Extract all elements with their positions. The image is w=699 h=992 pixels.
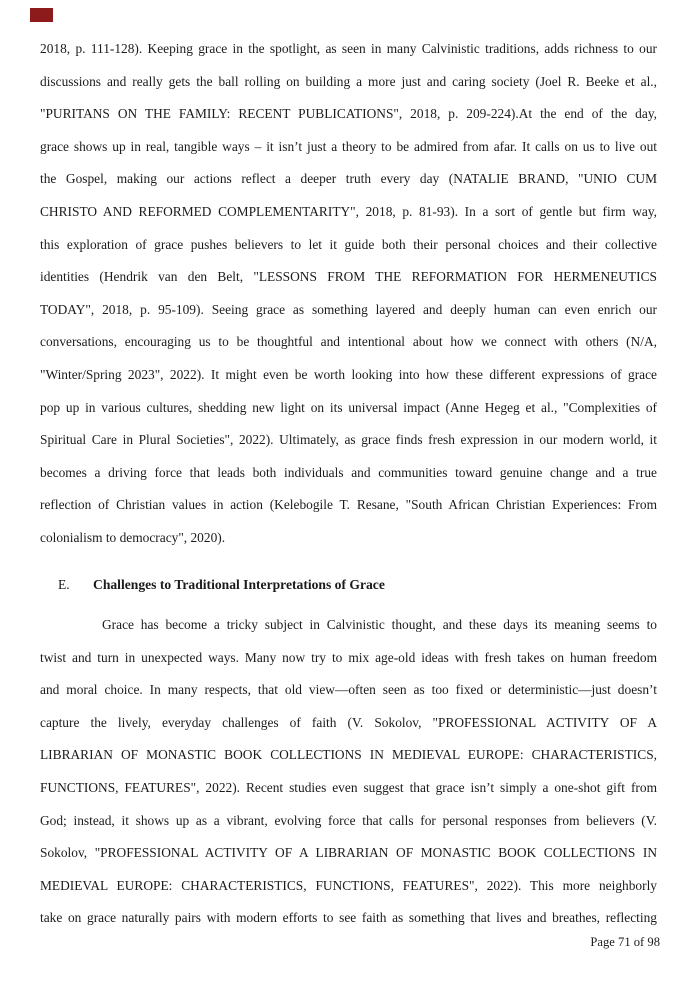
- page-number: Page 71 of 98: [590, 935, 660, 949]
- text-line: this exploration of grace pushes believers to let it guide both their personal choices and their collective: [40, 236, 657, 252]
- corner-marker: [30, 8, 53, 22]
- text-line: and moral choice. In many respects, that old view—often seen as too fixed or deterministic—just doesn’t: [40, 682, 657, 698]
- section-heading: [40, 569, 657, 602]
- text-line: LIBRARIAN OF MONASTIC BOOK COLLECTIONS IN MEDIEVAL EUROPE: CHARACTERISTICS,: [40, 747, 657, 763]
- text-line: Spiritual Care in Plural Societies", 2022). Ultimately, as grace finds fresh expression in our modern world, it: [40, 432, 657, 448]
- text-line: grace shows up in real, tangible ways – it isn’t just a theory to be admired from afar. It calls on us to live out: [40, 138, 657, 154]
- section-letter: E.: [58, 576, 70, 592]
- section-title: Challenges to Traditional Interpretations of Grace: [93, 576, 385, 592]
- text-line: 2018, p. 111-128). Keeping grace in the spotlight, as seen in many Calvinistic traditions, adds richness to our: [40, 41, 657, 56]
- text-line: TODAY", 2018, p. 95-109). Seeing grace as something layered and deeply human can even enrich our: [40, 301, 657, 317]
- text-line: "Winter/Spring 2023", 2022). It might even be worth looking into how these different expressions of grace: [40, 366, 657, 382]
- text-line: conversations, encouraging us to be thoughtful and intentional about how we connect with others (N/A,: [40, 334, 657, 350]
- text-line: the Gospel, making our actions reflect a deeper truth every day (NATALIE BRAND, "UNIO CUM: [40, 171, 657, 187]
- text-line: identities (Hendrik van den Belt, "LESSONS FROM THE REFORMATION FOR HERMENEUTICS: [40, 269, 657, 285]
- text-line: Sokolov, "PROFESSIONAL ACTIVITY OF A LIBRARIAN OF MONASTIC BOOK COLLECTIONS IN: [40, 845, 657, 861]
- text-line: pop up in various cultures, shedding new light on its universal impact (Anne Hegeg et al., "Complexities of: [40, 399, 657, 415]
- text-line: reflection of Christian values in action (Kelebogile T. Resane, "South African Christian Experiences: From: [40, 497, 657, 513]
- text-line: MEDIEVAL EUROPE: CHARACTERISTICS, FUNCTIONS, FEATURES", 2022). This more neighborly: [40, 877, 657, 893]
- text-line: Grace has become a tricky subject in Calvinistic thought, and these days its meaning seems to: [102, 617, 657, 633]
- text-line: colonialism to democracy", 2020).: [40, 529, 226, 545]
- text-line: God; instead, it shows up as a vibrant, evolving force that calls for personal responses from believers (V.: [40, 812, 657, 828]
- paragraph-2: [40, 609, 657, 935]
- text-line: discussions and really gets the ball rolling on building a more just and caring society (Joel R. Beeke et al.,: [40, 73, 657, 89]
- document-content: [40, 33, 657, 935]
- paragraph-1: [40, 33, 657, 555]
- text-line: twist and turn in unexpected ways. Many now try to mix age-old ideas with fresh takes on human freedom: [40, 649, 657, 665]
- text-line: CHRISTO AND REFORMED COMPLEMENTARITY", 2018, p. 81-93). In a sort of gentle but firm way,: [40, 203, 657, 219]
- text-line: becomes a driving force that leads both individuals and communities toward genuine change and a true: [40, 464, 657, 480]
- text-line: "PURITANS ON THE FAMILY: RECENT PUBLICATIONS", 2018, p. 209-224).At the end of the day,: [40, 106, 657, 122]
- text-line: take on grace naturally pairs with modern efforts to see faith as something that lives and breathes, reflecting: [40, 910, 657, 926]
- text-line: capture the lively, everyday challenges of faith (V. Sokolov, "PROFESSIONAL ACTIVITY OF A: [40, 714, 657, 730]
- text-line: FUNCTIONS, FEATURES", 2022). Recent studies even suggest that grace isn’t simply a one-shot gift from: [40, 780, 657, 796]
